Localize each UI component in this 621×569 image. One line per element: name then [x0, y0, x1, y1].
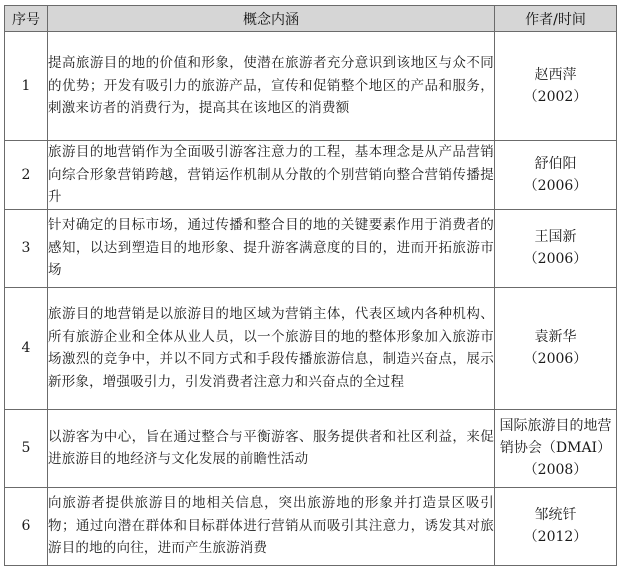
author-year: （2012）: [523, 529, 588, 545]
author-cell: [495, 487, 617, 565]
header-author: 作者/时间: [495, 6, 617, 32]
concept-table: [4, 5, 617, 566]
table-row: [5, 32, 617, 141]
author-name: 国际旅游目的地营销协会（DMAI）: [499, 418, 612, 456]
concept-text: 向旅游者提供旅游目的地相关信息，突出旅游地的形象并打造景区吸引物；通过向潜在群体和目标群体进行营销从而吸引其注意力，诱发其对旅游目的地的向往，进而产生旅游消费: [48, 487, 495, 565]
table-row: [5, 409, 617, 487]
author-year: （2002）: [523, 89, 588, 105]
author-year: （2006）: [523, 251, 588, 267]
row-number: 3: [5, 209, 48, 287]
header-no: 序号: [5, 6, 48, 32]
author-name: 赵西萍: [534, 67, 577, 83]
concept-text: 针对确定的目标市场，通过传播和整合目的地的关键要素作用于消费者的感知，以达到塑造目的地形象、提升游客满意度的目的，进而开拓旅游市场: [48, 209, 495, 287]
row-number: 1: [5, 32, 48, 141]
author-name: 邹统钎: [534, 507, 577, 523]
author-year: （2006）: [523, 177, 588, 194]
concept-text: 以游客为中心，旨在通过整合与平衡游客、服务提供者和社区利益，来促进旅游目的地经济与文化发展的前瞻性活动: [48, 409, 495, 487]
author-name: 舒伯阳: [534, 155, 577, 172]
concept-text: 提高旅游目的地的价值和形象，使潜在旅游者充分意识到该地区与众不同的优势；开发有吸引力的旅游产品，宣传和促销整个地区的产品和服务，刺激来访者的消费行为，提高其在该地区的消费额: [48, 32, 495, 141]
table-row: [5, 209, 617, 287]
concept-text: 旅游目的地营销作为全面吸引游客注意力的工程，基本理念是从产品营销向综合形象营销跨越，营销运作机制从分散的个别营销向整合营销传播提升: [48, 141, 495, 210]
author-year: （2006）: [523, 351, 588, 367]
row-number: 2: [5, 141, 48, 210]
author-cell: [495, 32, 617, 141]
author-cell: [495, 209, 617, 287]
row-number: 4: [5, 287, 48, 409]
author-name: 袁新华: [534, 329, 577, 345]
author-cell: [495, 141, 617, 210]
author-name: 王国新: [534, 229, 577, 245]
table-row: [5, 487, 617, 565]
row-number: 6: [5, 487, 48, 565]
author-year: （2008）: [523, 462, 588, 478]
header-concept: 概念内涵: [48, 6, 495, 32]
table-header: [5, 6, 617, 32]
table-row: [5, 141, 617, 210]
table-row: [5, 287, 617, 409]
row-number: 5: [5, 409, 48, 487]
author-cell: [495, 287, 617, 409]
concept-text: 旅游目的地营销是以旅游目的地区域为营销主体，代表区域内各种机构、所有旅游企业和全体从业人员，以一个旅游目的地的整体形象加入旅游市场激烈的竞争中，并以不同方式和手段传播旅游信息，制造兴奋点，展示新形象，增强吸引力，引发消费者注意力和兴奋点的全过程: [48, 287, 495, 409]
table-body: [5, 32, 617, 566]
author-cell: [495, 409, 617, 487]
header-row: [5, 6, 617, 32]
